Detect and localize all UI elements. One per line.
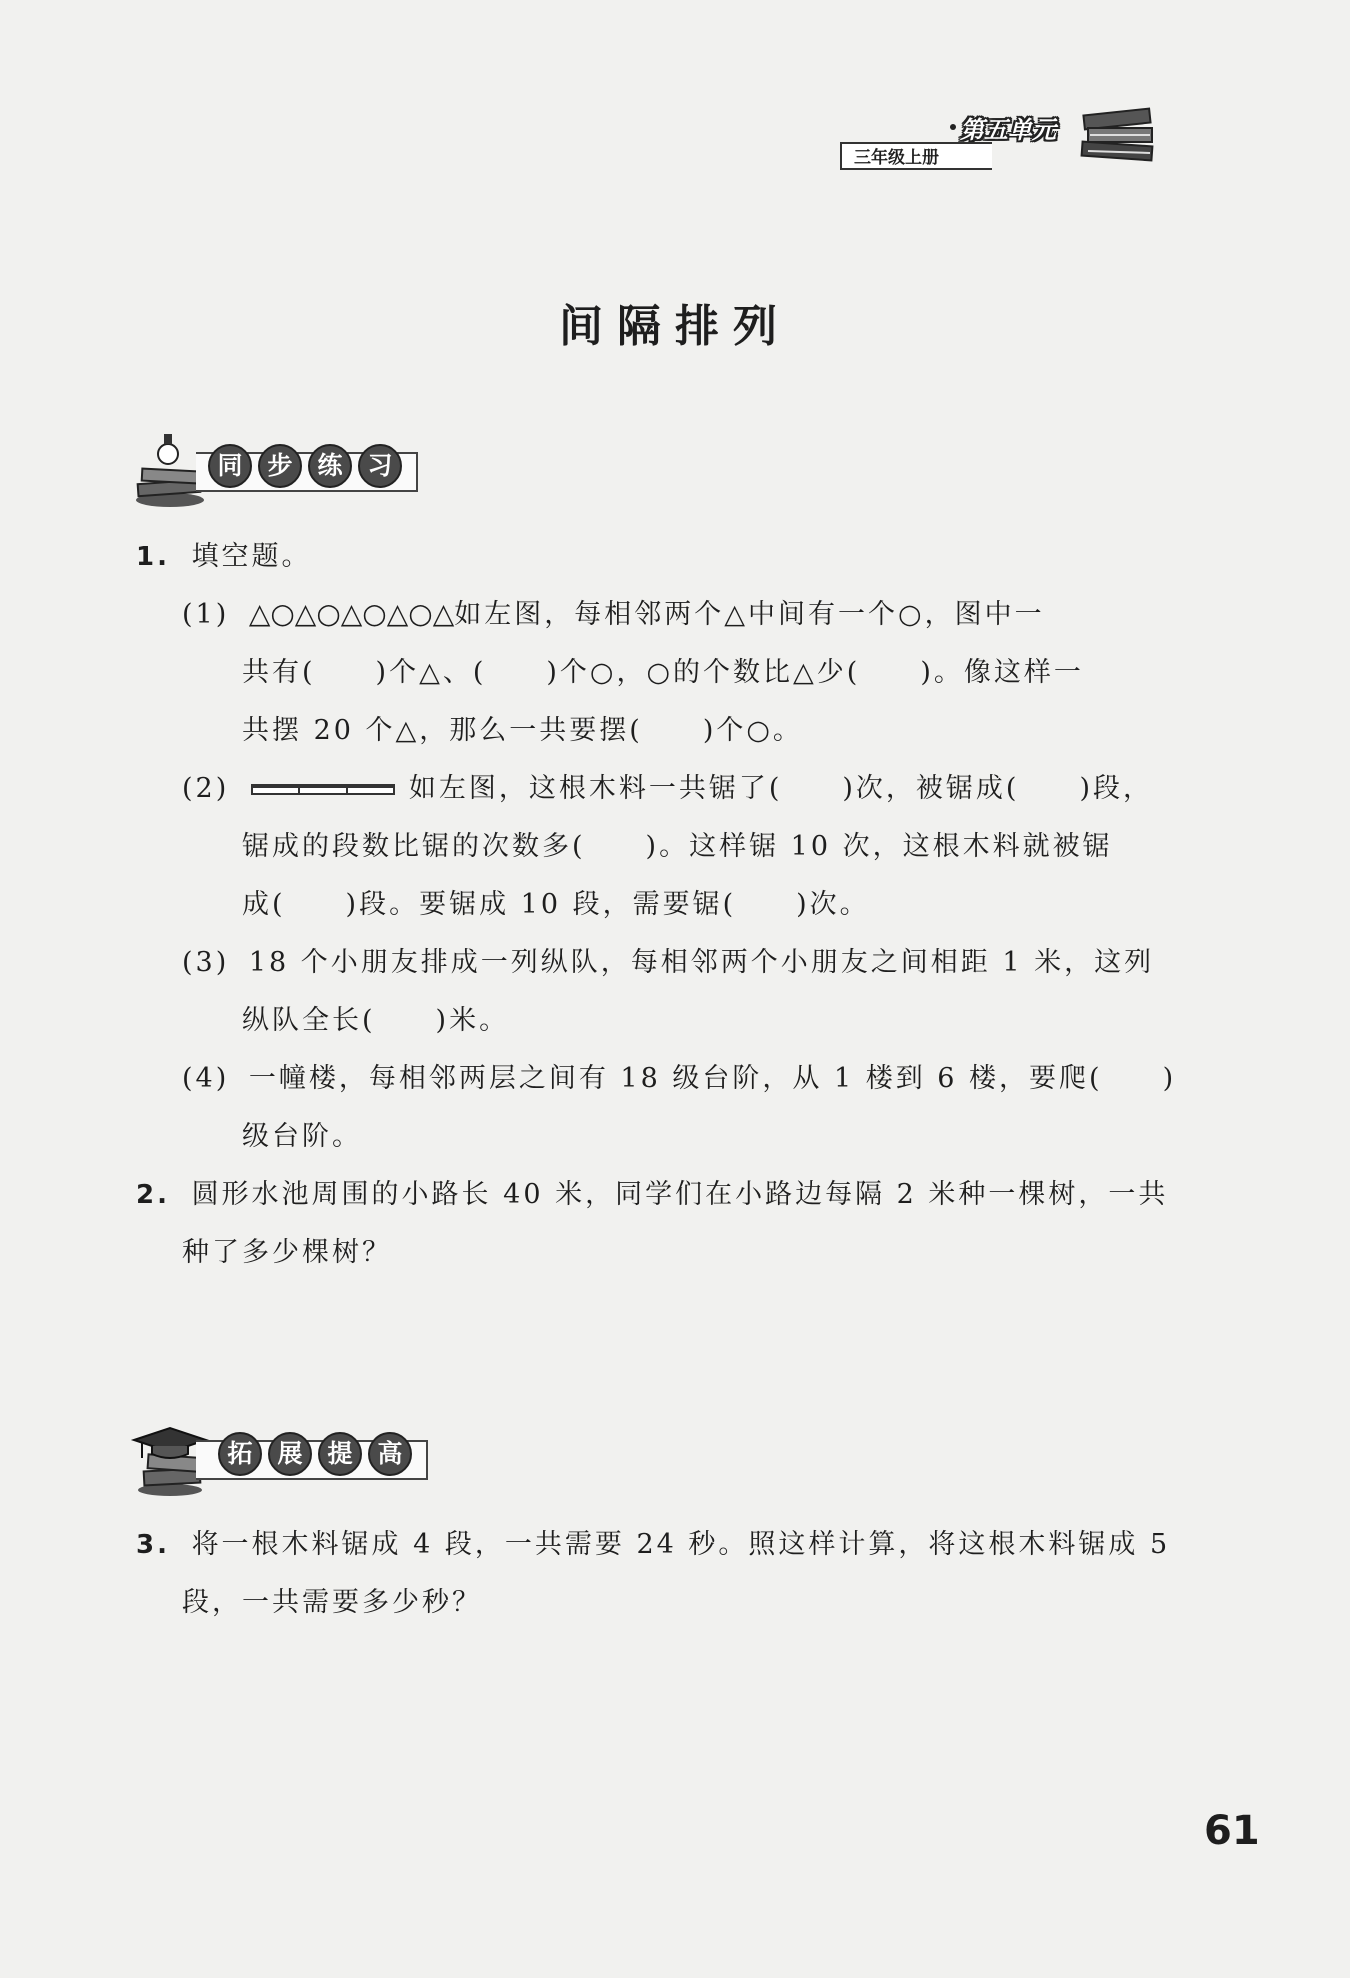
question-number: 2. [136, 1180, 170, 1210]
unit-header [832, 98, 1162, 178]
page-number: 61 [1204, 1808, 1260, 1854]
banner-char: 拓 [218, 1432, 262, 1476]
part-text: 如左图，这根木料一共锯了( )次，被锯成( )段， [408, 773, 1153, 804]
q1-part1-line1 [182, 592, 1045, 631]
banner-char: 同 [208, 444, 252, 488]
q2-line2: 种了多少棵树？ [182, 1237, 392, 1268]
q1-part4-line1 [182, 1056, 1176, 1095]
part-label: (4) [182, 1063, 230, 1094]
part-label: (2) [182, 773, 230, 804]
q1-part3-line1 [182, 940, 1154, 979]
q1-part3-line2: 纵队全长( )米。 [242, 1005, 510, 1036]
banner-title [208, 444, 402, 488]
question-number: 3. [136, 1530, 170, 1560]
unit-label: 第五单元 [960, 116, 1056, 144]
q1-part1-line3: 共摆 20 个△，那么一共要摆( )个○。 [242, 715, 803, 746]
banner-char: 提 [318, 1432, 362, 1476]
q3-line1 [136, 1522, 1170, 1561]
section-banner-extension [130, 1418, 430, 1498]
q1-heading [136, 534, 312, 573]
banner-char: 展 [268, 1432, 312, 1476]
q2-line1 [136, 1172, 1168, 1211]
page-title: 间隔排列 [559, 301, 791, 352]
question-text: 圆形水池周围的小路长 40 米，同学们在小路边每隔 2 米种一棵树，一共 [191, 1179, 1169, 1210]
banner-char: 习 [358, 444, 402, 488]
q1-part2-line2: 锯成的段数比锯的次数多( )。这样锯 10 次，这根木料就被锯 [242, 831, 1113, 862]
banner-char: 练 [308, 444, 352, 488]
question-text: 填空题。 [191, 541, 312, 572]
header-dot [950, 124, 956, 130]
q1-part2-line1 [182, 766, 1153, 805]
part-text: 18 个小朋友排成一列纵队，每相邻两个小朋友之间相距 1 米，这列 [248, 947, 1155, 978]
books-icon [1080, 98, 1160, 176]
banner-char: 高 [368, 1432, 412, 1476]
q1-part1-line2: 共有( )个△、( )个○，○的个数比△少( )。像这样一 [242, 657, 1084, 688]
question-text: 将一根木料锯成 4 段，一共需要 24 秒。照这样计算，将这根木料锯成 5 [191, 1529, 1171, 1560]
section-banner-practice [130, 430, 430, 510]
question-number: 1. [136, 542, 170, 572]
part-text: 一幢楼，每相邻两层之间有 18 级台阶，从 1 楼到 6 楼，要爬( ) [248, 1063, 1177, 1094]
banner-char: 步 [258, 444, 302, 488]
q1-part2-line3: 成( )段。要锯成 10 段，需要锯( )次。 [242, 889, 870, 920]
grade-label: 三年级上册 [840, 142, 992, 170]
part-text: 如左图，每相邻两个△中间有一个○，图中一 [454, 599, 1045, 630]
banner-title [218, 1432, 412, 1476]
q1-part4-line2: 级台阶。 [242, 1121, 362, 1152]
q3-line2: 段，一共需要多少秒？ [182, 1587, 482, 1618]
wood-plank-icon [251, 782, 395, 798]
part-label: (3) [182, 947, 230, 978]
part-label: (1) [182, 599, 230, 630]
shape-sequence: △○△○△○△○△ [248, 597, 455, 630]
